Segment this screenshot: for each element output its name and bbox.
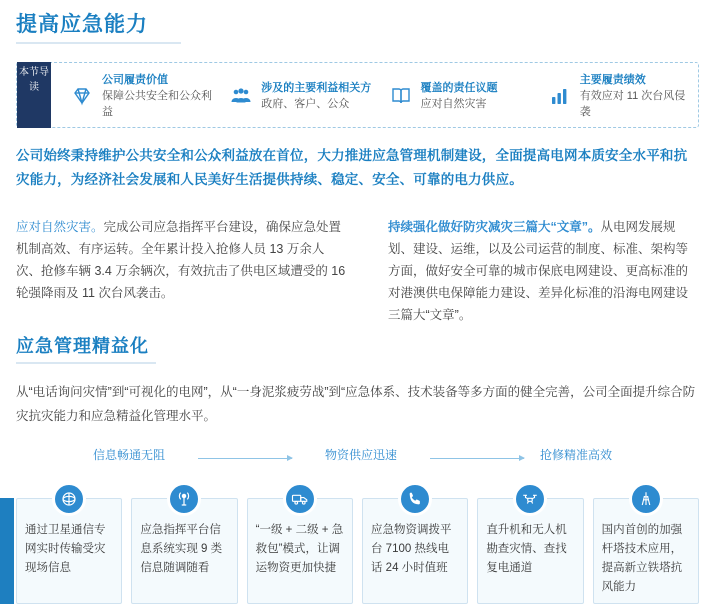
flow-arrow-1 bbox=[198, 458, 292, 459]
tower-icon bbox=[629, 482, 663, 516]
flow-label-1: 信息畅通无阻 bbox=[93, 448, 166, 462]
info-card bbox=[593, 498, 699, 604]
card-text: “一级 + 二级 + 急救包”模式，让调运物资更加快捷 bbox=[255, 524, 344, 574]
guide-item bbox=[376, 80, 535, 112]
right-column-lead: 持续强化做好防灾减灾三篇大“文章”。 bbox=[388, 220, 601, 234]
guide-desc: 应对自然灾害 bbox=[420, 98, 487, 110]
flow-labels bbox=[0, 446, 715, 472]
bar-chart-icon bbox=[547, 83, 573, 109]
card-text: 应急指挥平台信息系统实现 9 类信息随调随看 bbox=[140, 524, 223, 574]
guide-heading: 公司履责价值 bbox=[102, 74, 168, 86]
left-column-lead: 应对自然灾害。 bbox=[16, 220, 104, 234]
left-column bbox=[16, 216, 346, 304]
flow-label-2: 物资供应迅速 bbox=[325, 448, 398, 462]
left-column-body: 完成公司应急指挥平台建设，确保应急处置机制高效、有序运转。全年累计投入抢修人员 13 万余人次、抢修车辆 3.4 万余辆次，有效抗击了供电区域遭受的 16 轮强降雨及 11 次台风袭击。 bbox=[16, 220, 346, 300]
right-column-body: 从电网发展规划、建设、运维，以及公司运营的制度、标准、架构等方面，做好安全可靠的城市保底电网建设、更高标准的对港澳供电保障能力建设、差异化标准的沿海电网建设三篇大“文章”。 bbox=[388, 220, 689, 322]
section-2-paragraph: 从“电话询问灾情”到“可视化的电网”，从“一身泥浆疲劳战”到“应急体系、技术装备等多方面的健全完善，公司全面提升综合防灾抗灾能力和应急精益化管理水平。 bbox=[16, 385, 696, 423]
right-column bbox=[388, 216, 699, 326]
guide-heading: 覆盖的责任议题 bbox=[420, 82, 498, 94]
page-title: 提高应急能力 bbox=[16, 13, 148, 36]
guide-items bbox=[57, 63, 694, 129]
guide-item bbox=[535, 72, 694, 120]
flow-label-3: 抢修精准高效 bbox=[540, 448, 613, 462]
info-card bbox=[131, 498, 237, 604]
truck-icon bbox=[283, 482, 317, 516]
guide-desc: 有效应对 11 次台风侵袭 bbox=[579, 90, 686, 118]
book-icon bbox=[388, 83, 414, 109]
guide-heading: 主要履责绩效 bbox=[579, 74, 646, 86]
people-icon bbox=[228, 83, 254, 109]
decorative-block bbox=[0, 498, 14, 604]
info-card bbox=[16, 498, 122, 604]
info-card bbox=[477, 498, 583, 604]
section-2-title: 应急管理精益化 bbox=[16, 336, 149, 356]
diamond-icon bbox=[69, 83, 95, 109]
title-underline bbox=[16, 42, 181, 44]
card-text: 应急物资调拨平台 7100 热线电话 24 小时值班 bbox=[370, 524, 452, 574]
guide-box bbox=[16, 62, 699, 128]
guide-desc: 政府、客户、公众 bbox=[261, 98, 350, 110]
guide-heading: 涉及的主要利益相关方 bbox=[261, 82, 372, 94]
info-card bbox=[362, 498, 468, 604]
signal-tower-icon bbox=[167, 482, 201, 516]
card-text: 直升机和无人机勘查灾情、查找复电通道 bbox=[486, 524, 567, 574]
drone-icon bbox=[513, 482, 547, 516]
section-2-underline bbox=[16, 362, 156, 364]
guide-item bbox=[216, 80, 375, 112]
satellite-icon bbox=[52, 482, 86, 516]
card-row bbox=[16, 498, 699, 604]
lead-paragraph: 公司始终秉持维护公共安全和公众利益放在首位，大力推进应急管理机制建设，全面提高电网本质安全水平和抗灾能力，为经济社会发展和人民美好生活提供持续、稳定、安全、可靠的电力供应。 bbox=[16, 148, 688, 187]
card-text: 通过卫星通信专网实时传输受灾现场信息 bbox=[25, 524, 106, 574]
guide-tab-label: 本节导读 bbox=[17, 62, 51, 128]
guide-item bbox=[57, 72, 216, 120]
phone-icon bbox=[398, 482, 432, 516]
flow-arrow-2 bbox=[430, 458, 524, 459]
info-card bbox=[247, 498, 353, 604]
guide-desc: 保障公共安全和公众利益 bbox=[102, 90, 212, 118]
card-text: 国内首创的加强杆塔技术应用，提高新立铁塔抗风能力 bbox=[601, 524, 683, 593]
